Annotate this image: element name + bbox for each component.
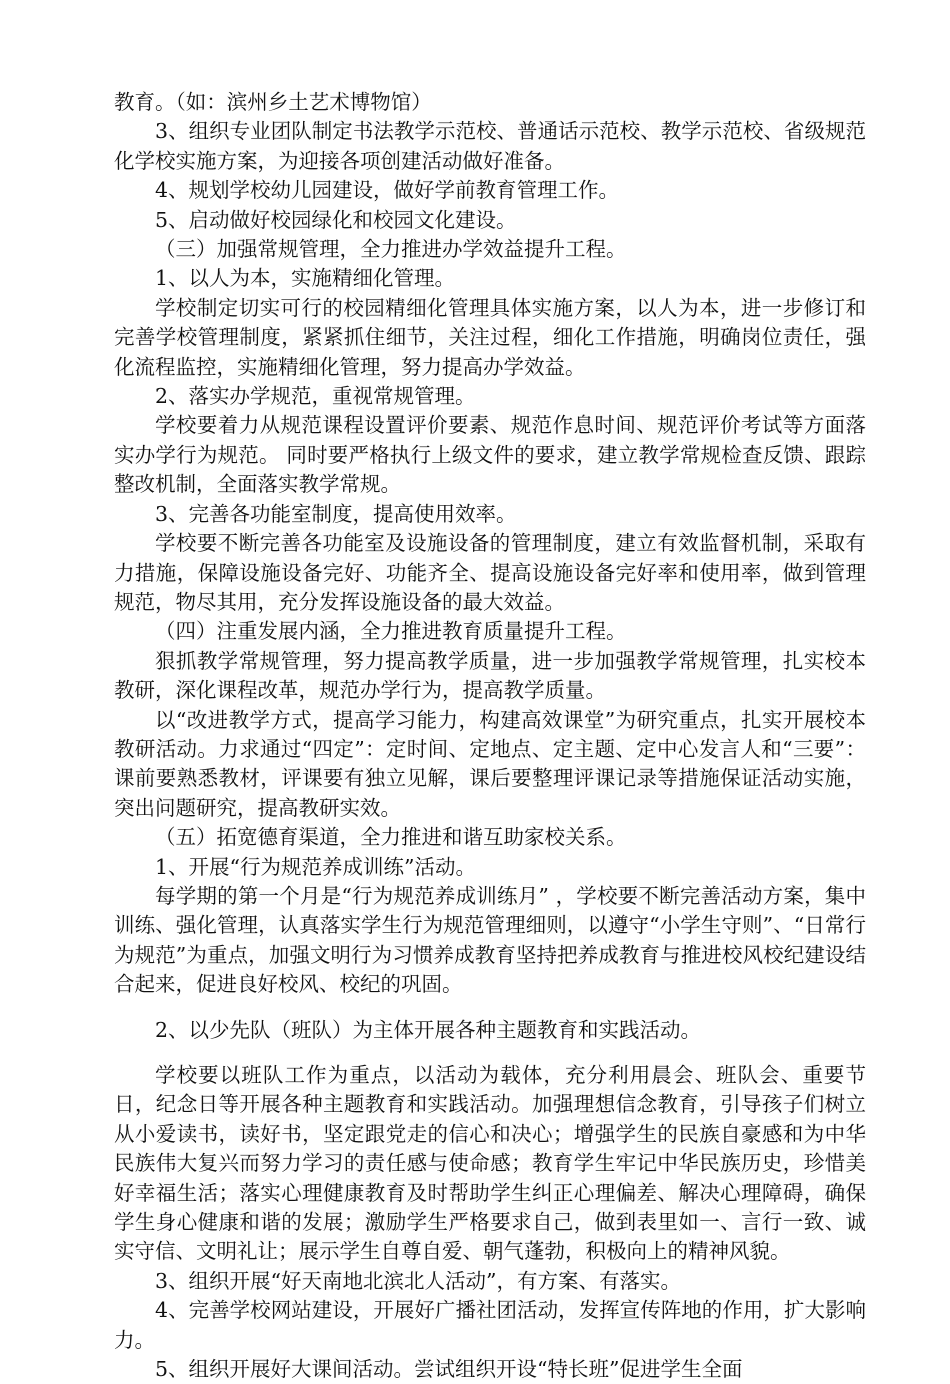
subheading-refined-management: 1、以人为本，实施精细化管理。 bbox=[155, 266, 456, 291]
section-heading-5: （五）拓宽德育渠道，全力推进和谐互助家校关系。 bbox=[155, 825, 627, 850]
paragraph-teaching-research: 以“改进教学方式，提高学习能力，构建高效课堂”为研究重点，扎实开展校本教研活动。力求通过“四定”：定时间、定地点、定主题、定中心发言人和“三要”：课前要熟悉教材，评课要有独立见解，课后要整理评课记录等措施保证活动实施，突出问题研究，提高教研实效。 bbox=[114, 707, 866, 820]
subheading-standard-practice: 2、落实办学规范，重视常规管理。 bbox=[155, 384, 476, 409]
subheading-young-pioneers: 2、以少先队（班队）为主体开展各种主题教育和实践活动。 bbox=[155, 1017, 702, 1042]
paragraph-function-rooms: 学校要不断完善各功能室及设施设备的管理制度，建立有效监督机制，采取有力措施，保障设施设备完好、功能齐全、提高设施设备完好率和使用率，做到管理规范，物尽其用，充分发挥设施设备的最大效益。 bbox=[114, 531, 866, 614]
paragraph-intro-continuation: 教育。（如：滨州乡土艺术博物馆） bbox=[114, 90, 432, 114]
paragraph-behavior-training: 每学期的第一个月是“行为规范养成训练月” ，学校要不断完善活动方案，集中训练、强化管理，认真落实学生行为规范管理细则，以遵守“小学生守则”、“日常行为规范”为重点，加强文明行为习惯养成教育坚持把养成教育与推进校风校纪建设结合起来，促进良好校风、校纪的巩固。 bbox=[114, 883, 866, 997]
paragraph-item-3-activity: 3、组织开展“好天南地北滨北人活动”，有方案、有落实。 bbox=[155, 1268, 682, 1293]
paragraph-refined-management: 学校制定切实可行的校园精细化管理具体实施方案，以人为本，进一步修订和完善学校管理制度，紧紧抓住细节，关注过程，细化工作措施，明确岗位责任，强化流程监控，实施精细化管理，努力提高办学效益。 bbox=[114, 295, 866, 379]
paragraph-young-pioneers: 学校要以班队工作为重点，以活动为载体，充分利用晨会、班队会、重要节日，纪念日等开展各种主题教育和实践活动。加强理想信念教育，引导孩子们树立从小爱读书，读好书，坚定跟党走的信心和决心；增强学生的民族自豪感和为中华民族伟大复兴而努力学习的责任感与使命感；教育学生牢记中华民族历史，珍惜美好幸福生活；落实心理健康教育及时帮助学生纠正心理偏差、解决心理障碍，确保学生身心健康和谐的发展；激励学生严格要求自己，做到表里如一、言行一致、诚实守信、文明礼让；展示学生自尊自爱、朝气蓬勃，积极向上的精神风貌。 bbox=[114, 1063, 866, 1264]
paragraph-item-4-kindergarten: 4、规划学校幼儿园建设，做好学前教育管理工作。 bbox=[155, 178, 620, 203]
subheading-function-rooms: 3、完善各功能室制度，提高使用效率。 bbox=[155, 501, 517, 526]
paragraph-item-5-recess-activity: 5、组织开展好大课间活动。尝试组织开设“特长班”促进学生全面 bbox=[155, 1357, 743, 1382]
paragraph-item-5-campus-greening: 5、启动做好校园绿化和校园文化建设。 bbox=[155, 207, 517, 232]
paragraph-standard-practice: 学校要着力从规范课程设置评价要素、规范作息时间、规范评价考试等方面落实办学行为规范。 同时要严格执行上级文件的要求，建立教学常规检查反馈、跟踪整改机制，全面落实教学常规。 bbox=[114, 413, 866, 497]
section-heading-3: （三）加强常规管理，全力推进办学效益提升工程。 bbox=[155, 237, 627, 262]
document-body bbox=[114, 88, 866, 1384]
paragraph-item-4-website: 4、完善学校网站建设，开展好广播社团活动，发挥宣传阵地的作用，扩大影响力。 bbox=[114, 1298, 866, 1352]
section-heading-4: （四）注重发展内涵，全力推进教育质量提升工程。 bbox=[155, 619, 627, 644]
paragraph-teaching-quality: 狠抓教学常规管理，努力提高教学质量，进一步加强教学常规管理，扎实校本教研，深化课程改革，规范办学行为，提高教学质量。 bbox=[114, 648, 866, 703]
paragraph-item-3-demonstration-schools: 3、组织专业团队制定书法教学示范校、普通话示范校、教学示范校、省级规范化学校实施方案，为迎接各项创建活动做好准备。 bbox=[114, 119, 866, 173]
subheading-behavior-training: 1、开展“行为规范养成训练”活动。 bbox=[155, 854, 477, 879]
